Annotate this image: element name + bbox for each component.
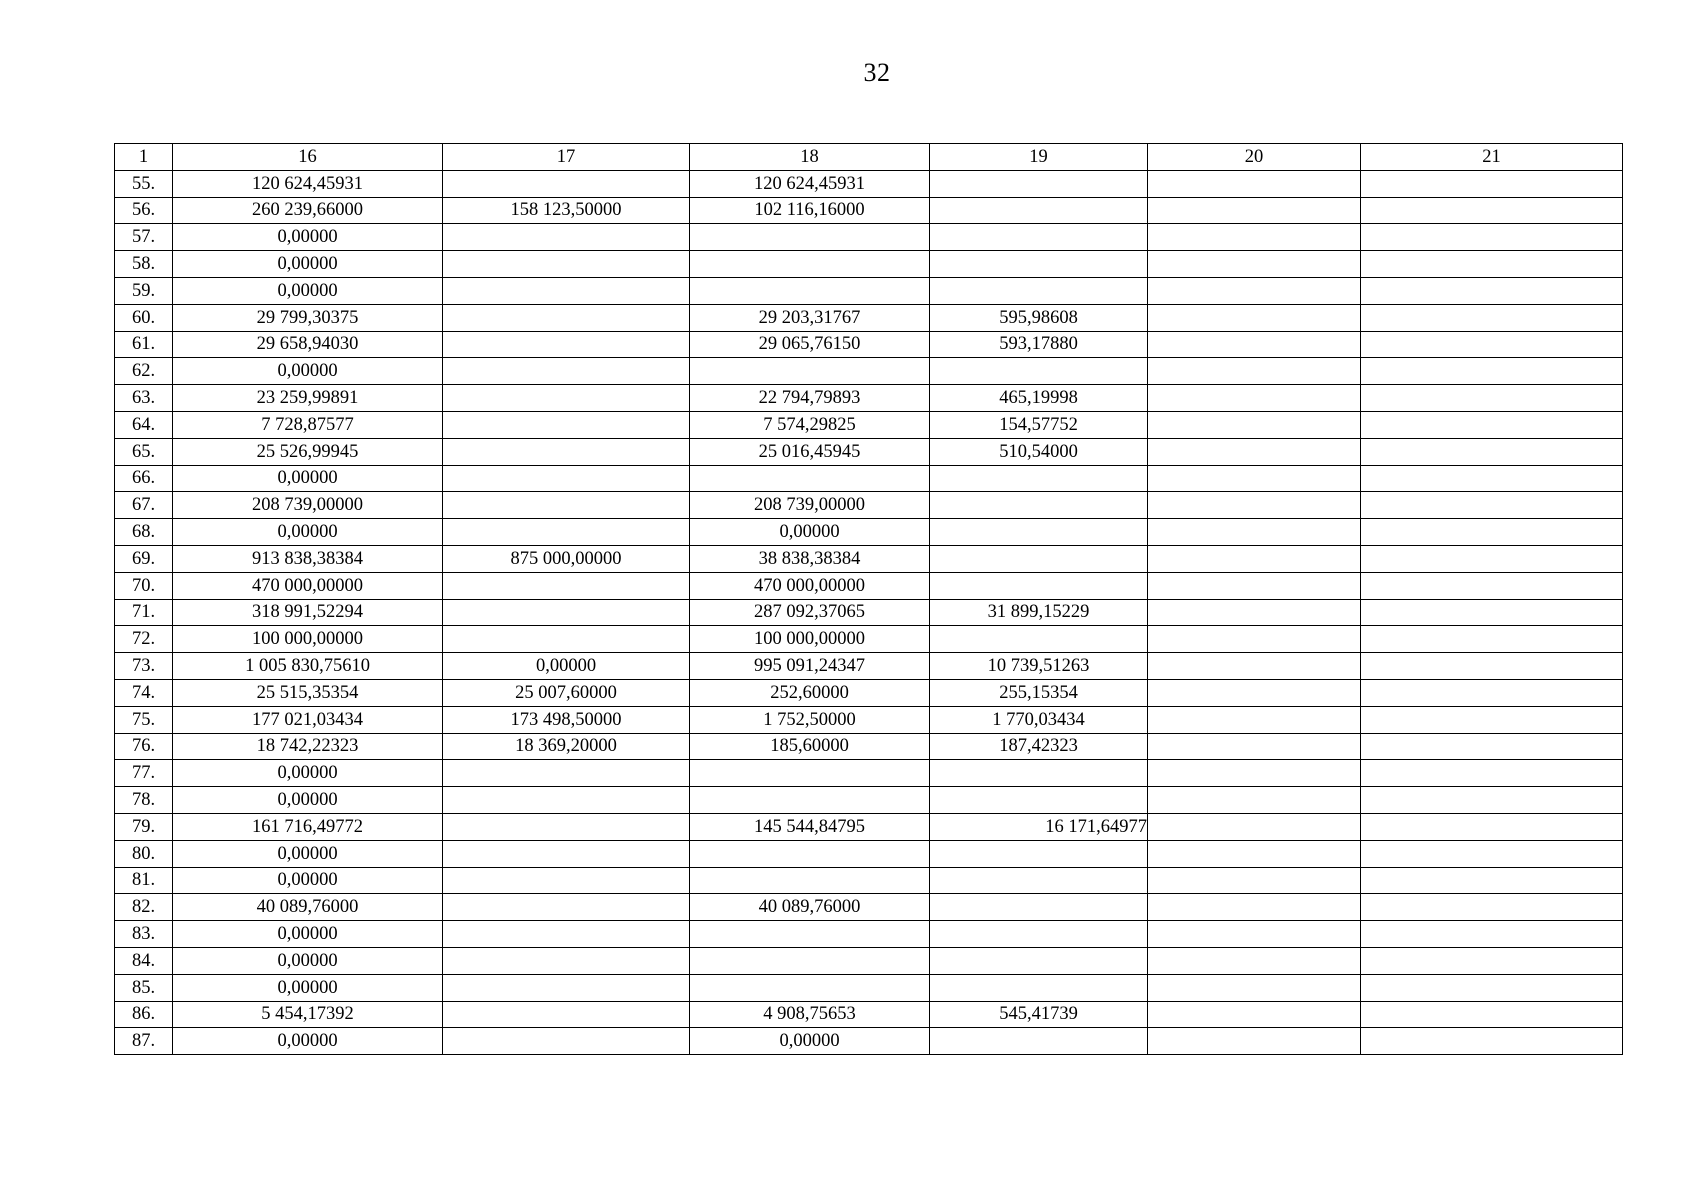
table-cell-col-18: 22 794,79893 [690,385,930,412]
table-cell-col-17 [443,277,690,304]
table-cell-col-20 [1148,947,1361,974]
table-cell-col-20 [1148,974,1361,1001]
table-cell-col-16: 29 658,94030 [173,331,443,358]
table-cell-col-18: 102 116,16000 [690,197,930,224]
table-cell-col-20 [1148,492,1361,519]
table-cell-col-16: 318 991,52294 [173,599,443,626]
table-cell-col-16: 29 799,30375 [173,304,443,331]
table-row [115,545,1623,572]
table-cell-row-number: 72. [115,626,173,653]
table-cell-col-16: 0,00000 [173,867,443,894]
table-cell-row-number: 74. [115,679,173,706]
header-col-20: 20 [1148,144,1361,171]
table-cell-row-number: 79. [115,813,173,840]
table-cell-col-17 [443,465,690,492]
table-cell-col-16: 0,00000 [173,251,443,278]
table-cell-col-19 [930,465,1148,492]
table-cell-col-20 [1148,411,1361,438]
table-cell-row-number: 71. [115,599,173,626]
table-row [115,411,1623,438]
table-cell-col-21 [1361,492,1623,519]
table-cell-col-19 [930,224,1148,251]
table-cell-col-19: 10 739,51263 [930,653,1148,680]
table-cell-row-number: 83. [115,921,173,948]
table-cell-col-17 [443,974,690,1001]
table-cell-row-number: 60. [115,304,173,331]
table-cell-col-21 [1361,170,1623,197]
table-cell-col-19 [930,974,1148,1001]
table-cell-col-21 [1361,545,1623,572]
table-row [115,572,1623,599]
table-cell-col-17: 173 498,50000 [443,706,690,733]
table-cell-row-number: 87. [115,1028,173,1055]
table-cell-col-21 [1361,304,1623,331]
table-cell-col-17 [443,760,690,787]
table-cell-col-18: 1 752,50000 [690,706,930,733]
table-cell-row-number: 80. [115,840,173,867]
table-row [115,224,1623,251]
table-cell-col-20 [1148,894,1361,921]
table-row [115,653,1623,680]
table-cell-col-20 [1148,197,1361,224]
table-cell-col-21 [1361,277,1623,304]
table-cell-col-19 [930,787,1148,814]
table-cell-col-18: 252,60000 [690,679,930,706]
table-cell-col-21 [1361,921,1623,948]
table-cell-col-19: 1 770,03434 [930,706,1148,733]
header-col-1: 1 [115,144,173,171]
table-cell-col-17 [443,867,690,894]
header-col-16: 16 [173,144,443,171]
table-cell-col-19: 593,17880 [930,331,1148,358]
table-cell-col-19: 510,54000 [930,438,1148,465]
table-cell-col-18 [690,277,930,304]
table-cell-col-16: 0,00000 [173,224,443,251]
table-cell-col-20 [1148,840,1361,867]
table-row [115,974,1623,1001]
table-cell-row-number: 62. [115,358,173,385]
table-cell-col-16: 120 624,45931 [173,170,443,197]
table-cell-row-number: 68. [115,519,173,546]
table-cell-col-17 [443,626,690,653]
table-cell-col-21 [1361,947,1623,974]
table-cell-col-17 [443,224,690,251]
table-cell-col-16: 5 454,17392 [173,1001,443,1028]
table-cell-col-16: 0,00000 [173,974,443,1001]
table-cell-col-16: 913 838,38384 [173,545,443,572]
table-cell-col-18: 185,60000 [690,733,930,760]
table-cell-col-19: 31 899,15229 [930,599,1148,626]
table-cell-col-18: 4 908,75653 [690,1001,930,1028]
data-table [114,143,1623,1055]
table-cell-col-16: 25 515,35354 [173,679,443,706]
table-cell-row-number: 59. [115,277,173,304]
table-cell-col-18 [690,974,930,1001]
table-cell-col-20 [1148,1028,1361,1055]
table-cell-col-19: 545,41739 [930,1001,1148,1028]
table-cell-col-16: 100 000,00000 [173,626,443,653]
table-cell-col-18: 470 000,00000 [690,572,930,599]
table-cell-col-17 [443,331,690,358]
table-cell-col-18 [690,840,930,867]
table-row [115,733,1623,760]
table-row [115,813,1623,840]
table-row [115,438,1623,465]
table-cell-col-20 [1148,224,1361,251]
table-cell-col-16: 0,00000 [173,519,443,546]
table-cell-col-16: 177 021,03434 [173,706,443,733]
table-cell-col-16: 0,00000 [173,277,443,304]
table-cell-col-20 [1148,545,1361,572]
table-cell-col-21 [1361,599,1623,626]
table-cell-col-20 [1148,921,1361,948]
table-cell-row-number: 57. [115,224,173,251]
table-cell-col-17 [443,358,690,385]
table-cell-col-18: 145 544,84795 [690,813,930,840]
table-cell-col-21 [1361,867,1623,894]
table-cell-col-17 [443,1001,690,1028]
table-cell-col-19 [930,572,1148,599]
table-cell-row-number: 76. [115,733,173,760]
table-cell-col-19: 187,42323 [930,733,1148,760]
table-cell-col-17 [443,1028,690,1055]
table-cell-col-17 [443,438,690,465]
table-cell-col-18: 40 089,76000 [690,894,930,921]
table-row [115,465,1623,492]
table-cell-row-number: 66. [115,465,173,492]
table-row [115,599,1623,626]
table-row [115,251,1623,278]
table-cell-col-21 [1361,813,1623,840]
table-cell-col-19: 16 171,64977 [930,813,1148,840]
table-cell-col-16: 23 259,99891 [173,385,443,412]
table-cell-col-21 [1361,733,1623,760]
data-table-container [114,143,1622,1055]
header-col-18: 18 [690,144,930,171]
table-cell-col-18 [690,760,930,787]
table-cell-row-number: 82. [115,894,173,921]
table-row [115,358,1623,385]
table-cell-col-17 [443,921,690,948]
table-cell-col-19 [930,519,1148,546]
table-row [115,867,1623,894]
table-cell-col-19 [930,840,1148,867]
table-cell-col-17 [443,813,690,840]
table-cell-col-21 [1361,251,1623,278]
header-col-17: 17 [443,144,690,171]
table-cell-col-20 [1148,1001,1361,1028]
table-cell-col-19: 154,57752 [930,411,1148,438]
table-cell-col-18: 0,00000 [690,1028,930,1055]
table-cell-col-21 [1361,894,1623,921]
table-row [115,277,1623,304]
table-cell-row-number: 55. [115,170,173,197]
table-row [115,760,1623,787]
table-cell-col-21 [1361,572,1623,599]
table-row [115,170,1623,197]
table-cell-col-20 [1148,626,1361,653]
table-cell-col-16: 1 005 830,75610 [173,653,443,680]
table-cell-row-number: 58. [115,251,173,278]
table-cell-col-18 [690,947,930,974]
table-cell-col-18: 995 091,24347 [690,653,930,680]
table-cell-col-17 [443,304,690,331]
table-cell-col-20 [1148,385,1361,412]
table-cell-col-16: 0,00000 [173,947,443,974]
table-cell-col-19 [930,197,1148,224]
table-cell-col-16: 0,00000 [173,465,443,492]
table-cell-col-19 [930,894,1148,921]
table-cell-col-17: 18 369,20000 [443,733,690,760]
table-cell-col-20 [1148,304,1361,331]
table-row [115,947,1623,974]
table-cell-row-number: 75. [115,706,173,733]
table-cell-col-20 [1148,277,1361,304]
table-cell-col-21 [1361,465,1623,492]
table-row [115,1001,1623,1028]
table-cell-col-18: 100 000,00000 [690,626,930,653]
table-row [115,331,1623,358]
table-cell-col-20 [1148,679,1361,706]
table-cell-col-16: 208 739,00000 [173,492,443,519]
table-row [115,679,1623,706]
table-row [115,626,1623,653]
table-cell-col-21 [1361,974,1623,1001]
table-cell-row-number: 81. [115,867,173,894]
table-cell-col-16: 0,00000 [173,358,443,385]
table-cell-col-16: 260 239,66000 [173,197,443,224]
table-cell-col-17: 158 123,50000 [443,197,690,224]
table-cell-col-20 [1148,331,1361,358]
table-cell-col-17 [443,170,690,197]
table-cell-col-19: 465,19998 [930,385,1148,412]
table-cell-col-19 [930,921,1148,948]
table-cell-col-21 [1361,706,1623,733]
table-cell-row-number: 84. [115,947,173,974]
table-cell-col-17 [443,411,690,438]
table-cell-row-number: 70. [115,572,173,599]
table-cell-col-18: 29 203,31767 [690,304,930,331]
table-cell-col-21 [1361,358,1623,385]
table-cell-col-21 [1361,519,1623,546]
table-cell-col-21 [1361,411,1623,438]
table-row [115,304,1623,331]
table-cell-col-17: 0,00000 [443,653,690,680]
table-row [115,787,1623,814]
table-cell-col-16: 0,00000 [173,921,443,948]
table-cell-col-17: 25 007,60000 [443,679,690,706]
table-cell-col-21 [1361,1028,1623,1055]
table-cell-col-17 [443,251,690,278]
table-cell-row-number: 78. [115,787,173,814]
table-cell-col-19 [930,626,1148,653]
table-cell-col-21 [1361,438,1623,465]
table-cell-col-20 [1148,438,1361,465]
table-cell-col-17 [443,492,690,519]
table-row [115,197,1623,224]
table-cell-col-19 [930,251,1148,278]
table-cell-col-16: 18 742,22323 [173,733,443,760]
table-row [115,921,1623,948]
table-cell-col-19 [930,867,1148,894]
page-number: 32 [863,58,891,87]
table-cell-col-17 [443,599,690,626]
table-cell-col-19 [930,358,1148,385]
table-cell-col-18 [690,867,930,894]
table-row [115,840,1623,867]
table-cell-col-20 [1148,572,1361,599]
table-cell-col-16: 0,00000 [173,1028,443,1055]
table-row [115,894,1623,921]
table-cell-col-19 [930,170,1148,197]
table-cell-col-18: 29 065,76150 [690,331,930,358]
table-header-row [115,144,1623,171]
table-cell-col-20 [1148,706,1361,733]
table-cell-col-20 [1148,251,1361,278]
table-cell-col-17 [443,894,690,921]
table-cell-col-21 [1361,626,1623,653]
table-cell-col-16: 0,00000 [173,760,443,787]
table-cell-col-20 [1148,599,1361,626]
table-cell-col-18: 38 838,38384 [690,545,930,572]
table-cell-col-20 [1148,813,1361,840]
table-cell-col-16: 7 728,87577 [173,411,443,438]
table-cell-col-17 [443,787,690,814]
table-cell-col-20 [1148,760,1361,787]
table-cell-row-number: 85. [115,974,173,1001]
table-cell-col-16: 161 716,49772 [173,813,443,840]
table-cell-col-19 [930,492,1148,519]
table-cell-col-21 [1361,787,1623,814]
table-cell-col-20 [1148,358,1361,385]
table-cell-row-number: 61. [115,331,173,358]
table-cell-col-20 [1148,733,1361,760]
table-cell-col-21 [1361,385,1623,412]
table-cell-col-18 [690,224,930,251]
table-cell-col-19: 255,15354 [930,679,1148,706]
table-cell-col-16: 0,00000 [173,840,443,867]
table-cell-col-19 [930,760,1148,787]
table-cell-col-17 [443,840,690,867]
table-cell-col-18: 0,00000 [690,519,930,546]
table-cell-col-17 [443,947,690,974]
table-cell-col-20 [1148,867,1361,894]
table-cell-col-21 [1361,679,1623,706]
table-cell-col-20 [1148,653,1361,680]
table-cell-col-20 [1148,170,1361,197]
table-row [115,1028,1623,1055]
table-cell-col-18 [690,358,930,385]
table-cell-row-number: 86. [115,1001,173,1028]
table-cell-col-18: 120 624,45931 [690,170,930,197]
table-cell-col-17 [443,572,690,599]
table-cell-col-16: 25 526,99945 [173,438,443,465]
table-cell-col-16: 470 000,00000 [173,572,443,599]
table-row [115,706,1623,733]
table-cell-col-19 [930,947,1148,974]
table-cell-col-21 [1361,1001,1623,1028]
table-cell-col-21 [1361,197,1623,224]
table-body [115,170,1623,1054]
table-row [115,519,1623,546]
table-cell-row-number: 73. [115,653,173,680]
table-cell-col-21 [1361,760,1623,787]
table-cell-col-18 [690,787,930,814]
table-cell-col-20 [1148,787,1361,814]
table-cell-col-18 [690,465,930,492]
table-cell-col-18: 287 092,37065 [690,599,930,626]
table-cell-row-number: 63. [115,385,173,412]
table-cell-row-number: 56. [115,197,173,224]
table-cell-row-number: 64. [115,411,173,438]
table-cell-col-21 [1361,331,1623,358]
table-row [115,385,1623,412]
table-cell-row-number: 69. [115,545,173,572]
table-cell-row-number: 77. [115,760,173,787]
table-cell-col-18 [690,921,930,948]
table-cell-col-21 [1361,224,1623,251]
table-cell-col-19 [930,1028,1148,1055]
header-col-21: 21 [1361,144,1623,171]
table-cell-col-18: 208 739,00000 [690,492,930,519]
table-cell-col-18: 7 574,29825 [690,411,930,438]
table-cell-col-21 [1361,840,1623,867]
table-cell-col-19 [930,545,1148,572]
table-cell-col-18: 25 016,45945 [690,438,930,465]
table-cell-col-19: 595,98608 [930,304,1148,331]
table-cell-col-19 [930,277,1148,304]
table-cell-col-17 [443,385,690,412]
table-cell-col-17: 875 000,00000 [443,545,690,572]
table-row [115,492,1623,519]
table-cell-col-18 [690,251,930,278]
table-cell-row-number: 67. [115,492,173,519]
table-cell-row-number: 65. [115,438,173,465]
table-cell-col-16: 0,00000 [173,787,443,814]
table-cell-col-20 [1148,519,1361,546]
table-cell-col-16: 40 089,76000 [173,894,443,921]
header-col-19: 19 [930,144,1148,171]
table-cell-col-17 [443,519,690,546]
table-cell-col-21 [1361,653,1623,680]
table-cell-col-20 [1148,465,1361,492]
